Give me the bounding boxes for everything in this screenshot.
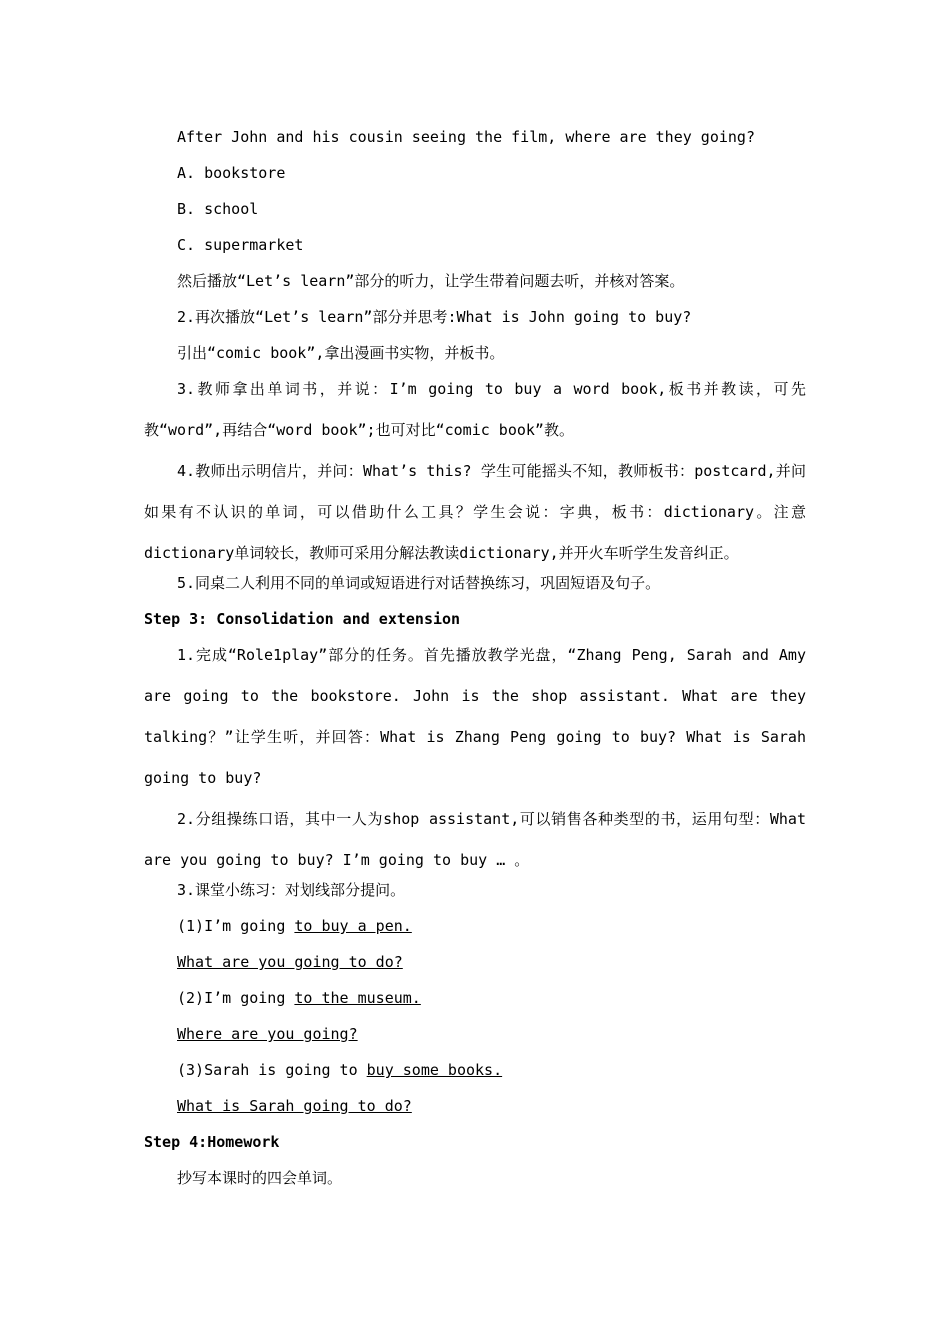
step3-item-1: 1.完成“Role1play”部分的任务。首先播放教学光盘，“Zhang Peng, Sarah and Amy are going to the bookstore. John is the shop assistant. What are they talking？”让学生听，并回答：What is Zhang Peng going to buy? What is Sarah going to buy? [144, 646, 806, 787]
exercise-2-underlined: to the museum. [294, 989, 421, 1007]
exercise-1-answer [144, 949, 806, 985]
exercise-1-answer-text: What are you going to do? [177, 953, 403, 971]
exercise-3-prefix: (3)Sarah is going to [177, 1061, 367, 1079]
exercise-2-answer [144, 1021, 806, 1057]
step3-item-2: 2.分组操练口语，其中一人为shop assistant,可以销售各种类型的书，运用句型：What are you going to buy? I’m going to buy … 。 [144, 810, 806, 869]
exercise-3-answer [144, 1093, 806, 1129]
exercise-3 [144, 1057, 806, 1093]
exercise-1-underlined: to buy a pen. [294, 917, 412, 935]
listening-instruction: 然后播放“Let’s learn”部分的听力，让学生带着问题去听，并核对答案。 [177, 272, 685, 290]
exercise-2-prefix: (2)I’m going [177, 989, 295, 1007]
exercise-2 [144, 985, 806, 1021]
exercise-1 [144, 913, 806, 949]
option-b: B. school [177, 200, 259, 218]
exercise-3-underlined: buy some books. [366, 1061, 503, 1079]
comic-book-note: 引出“comic book”,拿出漫画书实物，并板书。 [177, 344, 505, 362]
step2-item-3: 3.教师拿出单词书，并说：I’m going to buy a word book,板书并教读，可先教“word”,再结合“word book”;也可对比“comic book”教。 [144, 380, 806, 439]
step3-item-3: 3.课堂小练习：对划线部分提问。 [177, 881, 406, 899]
option-c: C. supermarket [177, 236, 304, 254]
step2-item-2: 2.再次播放“Let’s learn”部分并思考:What is John going to buy? [177, 308, 692, 326]
option-a: A. bookstore [177, 164, 286, 182]
document-body [144, 124, 806, 1201]
step2-item-5: 5.同桌二人利用不同的单词或短语进行对话替换练习，巩固短语及句子。 [177, 574, 661, 592]
question-intro: After John and his cousin seeing the film, where are they going? [177, 128, 755, 146]
step3-heading: Step 3: Consolidation and extension [144, 610, 461, 628]
step2-item-4: 4.教师出示明信片，并问：What’s this? 学生可能摇头不知，教师板书：postcard,并问如果有不认识的单词，可以借助什么工具？学生会说：字典，板书：dictionary。注意dictionary单词较长，教师可采用分解法教读dictionary,并开火车听学生发音纠正。 [144, 462, 806, 562]
homework-text: 抄写本课时的四会单词。 [177, 1169, 343, 1187]
step4-heading: Step 4:Homework [144, 1133, 280, 1151]
exercise-3-answer-text: What is Sarah going to do? [177, 1097, 412, 1115]
exercise-2-answer-text: Where are you going? [177, 1025, 358, 1043]
exercise-1-prefix: (1)I’m going [177, 917, 295, 935]
